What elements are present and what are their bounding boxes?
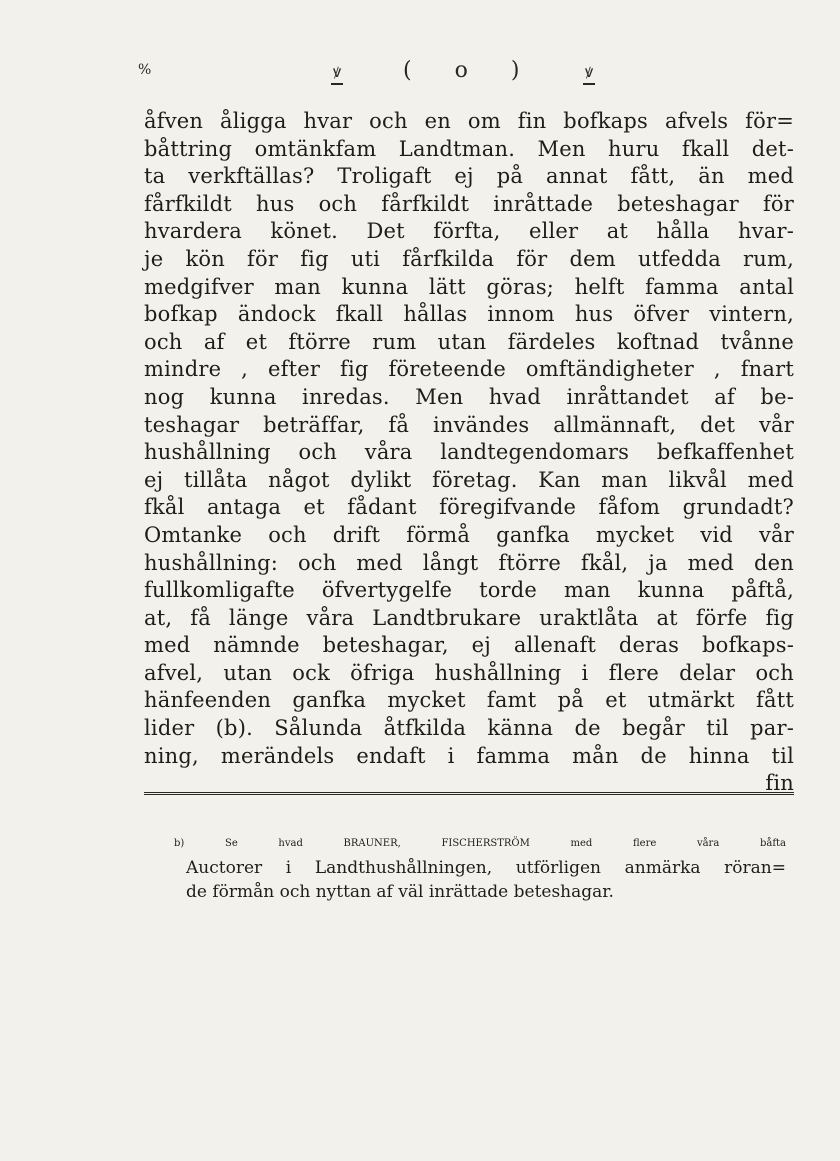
- body-line: nog kunna inredas. Men hvad inråttandet af be-: [144, 384, 794, 409]
- body-text: [144, 108, 794, 798]
- page-header: [138, 58, 738, 98]
- footnote-line: de förmån och nyttan af väl inrättade beteshagar.: [186, 882, 614, 902]
- body-line: med nämnde beteshagar, ej allenaft deras bofkaps-: [144, 633, 794, 658]
- body-line: hushållning och våra landtegendomars befkaffenhet: [144, 440, 794, 465]
- footnote: [174, 832, 786, 904]
- body-line: båttring omtänkfam Landtman. Men huru fkall det-: [144, 136, 794, 161]
- body-line: fårfkildt hus och fårfkildt inråttade beteshagar för: [144, 191, 794, 216]
- body-line: och af et ftörre rum utan färdeles koftnad tvånne: [144, 329, 794, 354]
- header-ornament-right: ꝟ: [585, 62, 594, 81]
- body-line: åfven åligga hvar och en om fin bofkaps afvels för=: [144, 109, 794, 133]
- body-line: medgifver man kunna lätt göras; helft famma antal: [144, 274, 794, 299]
- body-line: hänfeenden ganfka mycket famt på et utmärkt fått: [144, 688, 794, 713]
- body-line: fkål antaga et fådant föregifvande fåfom grundadt?: [144, 495, 794, 520]
- header-mark: %: [138, 62, 152, 78]
- body-line: hvardera könet. Det förfta, eller at hålla hvar-: [144, 219, 794, 244]
- body-line: at, få länge våra Landtbrukare uraktlåta at förfe fig: [144, 605, 794, 630]
- body-line: ning, merändels endaft i famma mån de hinna til: [144, 743, 794, 768]
- body-line: bofkap ändock fkall hållas innom hus öfver vintern,: [144, 302, 794, 327]
- body-line: fullkomligafte öfvertygelfe torde man kunna påftå,: [144, 578, 794, 603]
- body-line: lider (b). Sålunda åtfkilda känna de begår til par-: [144, 716, 794, 741]
- body-line: hushållning: och med långt ftörre fkål, ja med den: [144, 550, 794, 575]
- page-number: ( o ): [403, 58, 538, 83]
- body-line: ej tillåta något dylikt företag. Kan man likvål med: [144, 467, 794, 492]
- body-line: mindre , efter fig företeende omftändigheter , fnart: [144, 357, 794, 382]
- body-line: Omtanke och drift förmå ganfka mycket vid vår: [144, 522, 794, 547]
- footnote-line: Auctorer i Landthushållningen, utförligen anmärka röran=: [186, 858, 786, 878]
- body-line: teshagar beträffar, få invändes allmännaft, det vår: [144, 412, 794, 437]
- body-line: ta verkftällas? Troligaft ej på annat fått, än med: [144, 164, 794, 189]
- footnote-divider: [144, 792, 794, 795]
- catchword: fin: [765, 771, 794, 796]
- body-line: je kön för fig uti fårfkilda för dem utfedda rum,: [144, 246, 794, 271]
- header-ornament-left: ꝟ: [333, 62, 342, 81]
- footnote-line: b) Se hvad BRAUNER, FISCHERSTRÖM med flere våra båfta: [174, 838, 786, 849]
- body-line: afvel, utan ock öfriga hushållning i flere delar och: [144, 660, 794, 685]
